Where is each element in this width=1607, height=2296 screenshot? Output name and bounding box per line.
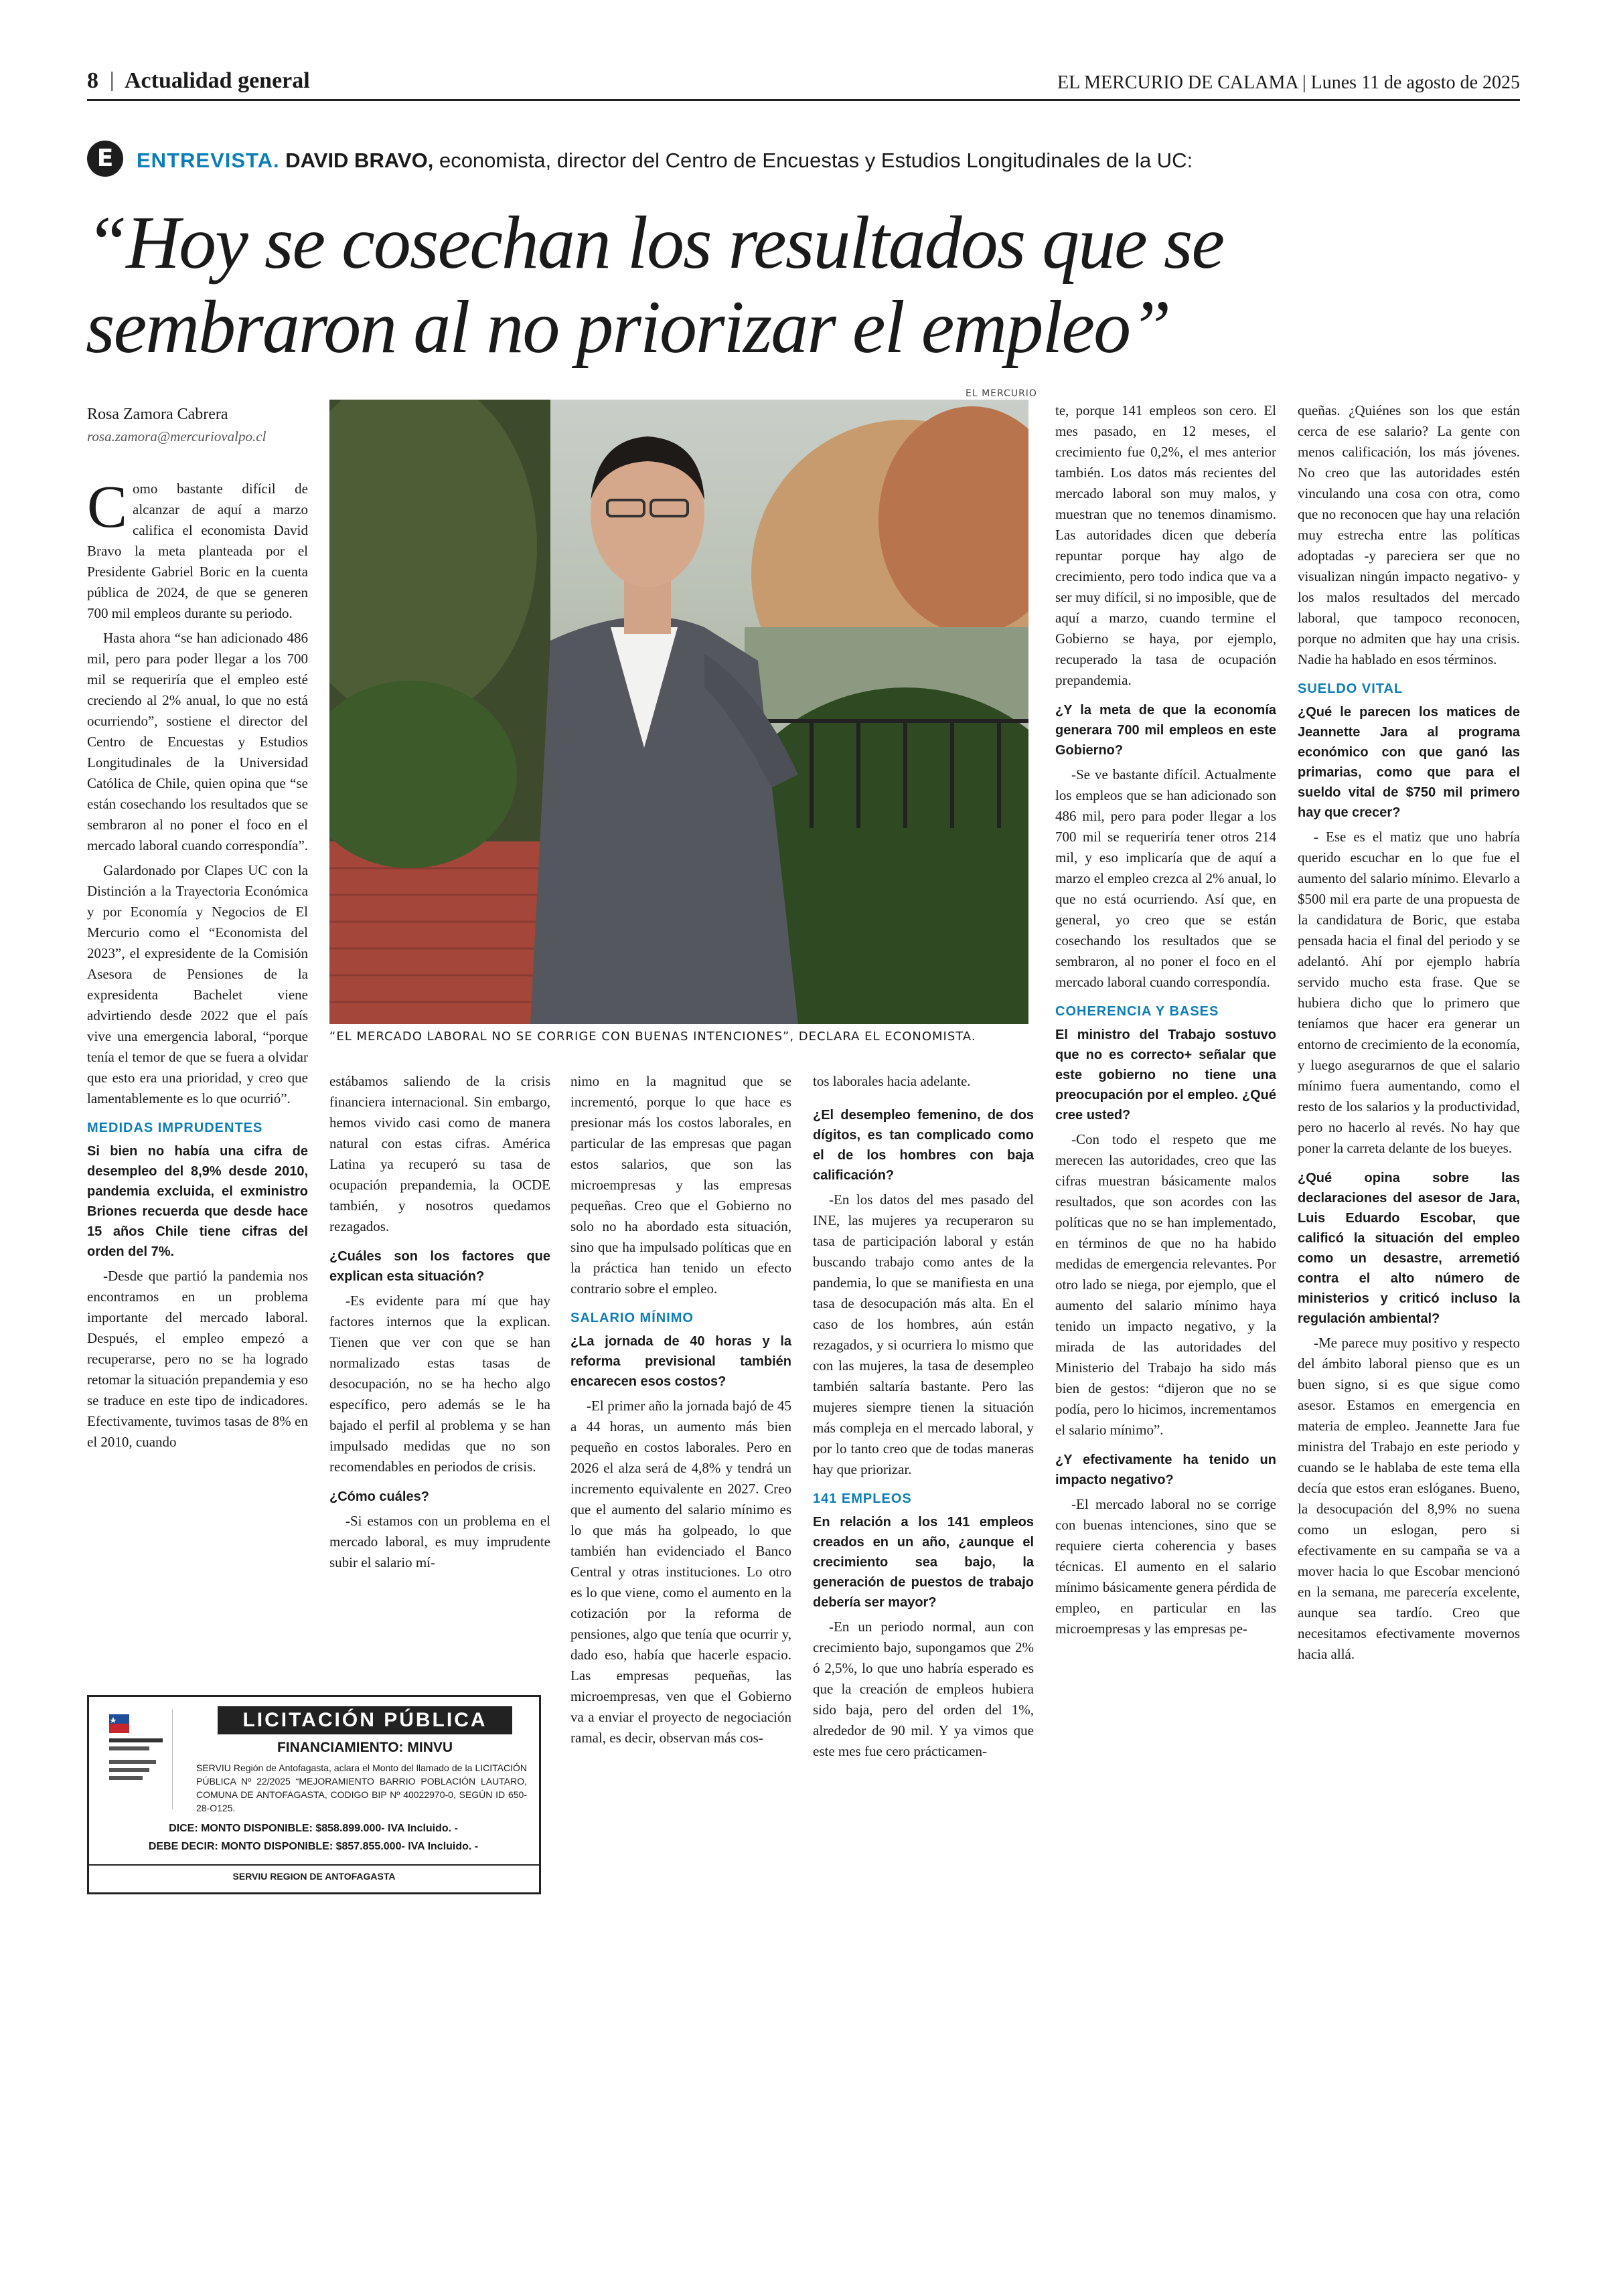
drop-cap: C [87, 474, 128, 540]
interview-question: El ministro del Trabajo sostuvo que no es correcto+ señalar que este gobierno no tiene una preocupación por el empleo. ¿Qué cree usted? [1055, 1028, 1276, 1123]
article-column-1 [87, 474, 309, 1457]
interview-question: ¿Cómo cuáles? [329, 1489, 429, 1504]
interview-question: En relación a los 141 empleos creados en un año, ¿aunque el crecimiento sea bajo, la generación de puestos de trabajo debería ser mayor? [813, 1515, 1034, 1610]
article-kicker [87, 141, 1520, 181]
subheading: 141 EMPLEOS [813, 1491, 912, 1506]
running-header [87, 66, 1520, 101]
paragraph: - Ese es el matiz que uno habría querido escuchar en lo que fue el aumento del salario mínimo. Elevarlo a $500 mil era parte de una propuesta de la candidatura de Boric, que estaba pensada hacia el final del periodo y se adelantó. Ahí por ejemplo habría servido mucho esta frase. Que se hubiera dicho que lo primero que teníamos que hacer era generar un entorno de crecimiento de la economía, y luego asegurarnos de que el salario mínimo fuera aumentando, como el resto de los salarios y la productividad, pero no hacerlo al revés. No hay que poner la carreta delante de los bueyes. [1298, 829, 1520, 1156]
kicker-line [137, 149, 1193, 173]
ad-footer: SERVIU REGION DE ANTOFAGASTA [89, 1864, 539, 1882]
paragraph: -Se ve bastante difícil. Actualmente los empleos que se han adicionado son 486 mil, pero para poder llegar a los 700 mil se requeriría tener otros 214 mil, y eso implicaría que de aquí a marzo el empleo crezca al 2% anual, lo que no está ocurriendo. Así que, en general, yo creo que se están cosechando los resultados que se sembraron, al no poner el foco en el mercado laboral cuando correspondía. [1055, 766, 1276, 990]
paragraph: -Desde que partió la pandemia nos encontramos en un problema importante del mercado laboral. Después, el empleo empezó a recuperarse, pero no se ha logrado retomar la situación prepandemia y eso se traduce en este tipo de indicadores. Efectivamente, tuvimos tasas de 8% en el 2010, cuando [87, 1268, 308, 1450]
interview-question: ¿El desempleo femenino, de dos dígitos, es tan complicado como el de los hombres con baja calificación? [813, 1108, 1034, 1183]
publication-date: EL MERCURIO DE CALAMA | Lunes 11 de agosto de 2025 [1057, 72, 1520, 93]
subheading: MEDIDAS IMPRUDENTES [87, 1121, 263, 1135]
ad-says-line: DICE: MONTO DISPONIBLE: $858.899.000- IVA Incluido. - [169, 1823, 458, 1834]
ad-body: SERVIU Región de Antofagasta, aclara el Monto del llamado de la LICITACIÓN PÚBLICA Nº 22/2025 “MEJORAMIENTO BARRIO POBLACIÓN LAUTARO, COMUNA DE ANTOFAGASTA, CODIGO BIP Nº 40022970-0, SEGÚN ID 650-28-O125. [196, 1762, 527, 1813]
author-email: rosa.zamora@mercuriovalpo.cl [87, 428, 266, 444]
paragraph: Galardonado por Clapes UC con la Distinción a la Trayectoria Económica y por Economía y Negocios de El Mercurio como el “Economista del 2023”, el expresidente de la Comisión Asesora de Pensiones de la expresidenta Bachelet viene advirtiendo desde 2022 que el país vive una emergencia laboral, “porque tenía el temor de que se fuera a olvidar que esto era una prioridad, y creo que lamentablemente es lo que ocurrió”. [87, 862, 308, 1106]
section-title: Actualidad general [125, 68, 310, 93]
interviewee-description: economista, director del Centro de Encuestas y Estudios Longitudinales de la UC: [439, 149, 1193, 172]
ad-should-say-line: DEBE DECIR: MONTO DISPONIBLE: $857.855.000- IVA Incluido. - [148, 1841, 479, 1852]
paragraph: -Me parece muy positivo y respecto del ámbito laboral pienso que es un buen signo, si es que sigue como asesor. Estamos en emergencia en materia de empleo. Jeannette Jara fue ministra del Trabajo en este periodo y cuando se le hablaba de este tema ella decía que estos eran eslóganes. Bueno, la desocupación del 8,9% no suena como un eslogan, pero si efectivamente en su campaña se va a mover hacia lo que Escobar mencionó en la semana, me parecería excelente, aunque sea tardío. Creo que necesitamos efectivamente movernos hacia allá. [1298, 1335, 1520, 1662]
paragraph: te, porque 141 empleos son cero. El mes pasado, en 12 meses, el crecimiento fue 0,2%, el mes anterior también. Los datos más recientes del mercado laboral son muy malos, y muestran que no tenemos dinamismo. Las autoridades dicen que debería repuntar porque hay algo de crecimiento, pero todo indica que va a ser muy difícil, si no imposible, que de aquí a marzo, cuando termine el Gobierno se haya, por ejemplo, recuperado la tasa de ocupación prepandemia. [1055, 402, 1276, 688]
paragraph: queñas. ¿Quiénes son los que están cerca de ese salario? La gente con menos calificación, los más jóvenes. No creo que las autoridades estén vinculando una cosa con otra, como que no reconocen que hay una relación muy estrecha entre las políticas adoptadas -y pareciera ser que no visualizan ningún impacto negativo- y los malos resultados del mercado laboral, que tampoco reconocen, porque no admiten que hay una crisis. Nadie ha hablado en esos términos. [1298, 402, 1520, 667]
article-column-4 [813, 1071, 1034, 1766]
paragraph: estábamos saliendo de la crisis financiera internacional. Sin embargo, hemos vivido casi como de manera natural con estas cifras. América Latina ya recuperó su tasa de ocupación prepandemia, la OCDE también, y nosotros quedamos rezagados. [329, 1073, 550, 1234]
ad-title: LICITACIÓN PÚBLICA [218, 1706, 512, 1734]
author-name: Rosa Zamora Cabrera [87, 406, 228, 423]
interview-question: ¿Cuáles son los factores que explican esta situación? [329, 1249, 550, 1284]
interviewee-photo [329, 400, 1028, 1024]
paragraph: -El mercado laboral no se corrige con buenas intenciones, sino que se requiere cierta coherencia y bases técnicas. El aumento en el salario mínimo básicamente genera pérdida de empleo, en particular en las microempresas y las empresas pe- [1055, 1496, 1276, 1637]
paragraph: omo bastante difícil de alcanzar de aquí a marzo califica el economista David Bravo la meta planteada por el Presidente Gabriel Boric en la cuenta pública de 2024, de que se generen 700 mil empleos durante su periodo. [87, 481, 308, 621]
interview-question: ¿Y efectivamente ha tenido un impacto negativo? [1055, 1453, 1276, 1487]
ad-subtitle: FINANCIAMIENTO: MINVU [277, 1740, 453, 1755]
interviewee-name: DAVID BRAVO, [285, 149, 434, 172]
photo-caption: “EL MERCADO LABORAL NO SE CORRIGE CON BUENAS INTENCIONES”, DECLARA EL ECONOMISTA. [329, 1030, 976, 1044]
kicker-label: ENTREVISTA. [137, 149, 280, 172]
paragraph: -En un periodo normal, aun con crecimiento bajo, supongamos que 2% ó 2,5%, lo que uno habría esperado es que la creación de empleos hubiera sido baja, pero del orden del 1%, alrededor de 90 mil. Y ya vimos que este mes fue cero prácticamen- [813, 1619, 1034, 1759]
subheading: COHERENCIA Y BASES [1055, 1004, 1219, 1019]
paragraph: -Es evidente para mí que hay factores internos que la explican. Tienen que ver con que se han normalizado estas tasas de desocupación, no se ha hecho algo específico, pero además se le ha bajado el perfil al problema y se han impulsado medidas que no son recomendables en periodos de crisis. [329, 1293, 550, 1475]
interview-question: ¿La jornada de 40 horas y la reforma previsional también encarecen esos costos? [570, 1334, 791, 1389]
paragraph: Hasta ahora “se han adicionado 486 mil, pero para poder llegar a los 700 mil se requeriría que el empleo esté creciendo al 2% anual, lo que no está ocurriendo”, sostiene el director del Centro de Encuestas y Estudios Longitudinales de la Universidad Católica de Chile, quien opina que “se están cosechando los resultados que se sembraron al no poner el foco en el mercado laboral cuando correspondía”. [87, 630, 309, 853]
page-number: 8 [87, 68, 98, 93]
article-column-2 [329, 1071, 550, 1577]
header-divider: | [110, 67, 114, 91]
photo-credit: EL MERCURIO [966, 388, 1037, 399]
article-column-3 [570, 1071, 791, 1752]
interview-badge: E [87, 141, 123, 177]
serviu-logo [102, 1709, 173, 1809]
headline-line-2: sembraron al no priorizar el empleo” [86, 286, 1170, 369]
paragraph: -En los datos del mes pasado del INE, las mujeres ya recuperaron su tasa de participación laboral y están buscando trabajo como antes de la pandemia, lo que se manifiesta en una tasa de desocupación más alta. En el caso de los hombres, aún están rezagados, y si ocurriera lo mismo que con las mujeres, la tasa de desempleo también saltaría bastante. Pero las mujeres siempre tienen la situación más compleja en el mercado laboral, y por lo tanto creo que de todas maneras hay que priorizar. [813, 1192, 1034, 1477]
paragraph: tos laborales hacia adelante. [813, 1073, 971, 1089]
interview-question: ¿Y la meta de que la economía generara 700 mil empleos en este Gobierno? [1055, 703, 1276, 758]
headline [86, 201, 1532, 370]
article-column-5 [1055, 400, 1276, 1643]
headline-line-1: “Hoy se cosechan los resultados que se [86, 201, 1224, 284]
article-column-6 [1298, 400, 1520, 1669]
paragraph: nimo en la magnitud que se incrementó, porque lo que hace es presionar más los costos laborales, en particular de las empresas que pagan estos salarios, que son las microempresas y las empresas pequeñas. Creo que el Gobierno no solo no ha abordado esta situación, sino que ha impulsado políticas que en la práctica han tenido un efecto contrario sobre el empleo. [570, 1073, 791, 1297]
paragraph: -Si estamos con un problema en el mercado laboral, es muy imprudente subir el salario mí- [329, 1513, 550, 1570]
interview-question: ¿Qué le parecen los matices de Jeannette Jara al programa económico con que ganó las primarias, como que para el sueldo vital de $750 mil primero hay que crecer? [1298, 705, 1520, 820]
paragraph: -El primer año la jornada bajó de 45 a 44 horas, un aumento más bien pequeño en costos laborales. Pero en 2026 el alza será de 4,8% y tendrá un incremento equivalente en 2027. Creo que el aumento del salario mínimo es lo que más ha golpeado, lo que también han evidenciado el Banco Central y otras instituciones. Lo otro es lo que viene, como el aumento en la cotización por la reforma de pensiones, algo que tenía que ocurrir y, dado eso, había que hacerle espacio. Las empresas pequeñas, las microempresas, ven que el Gobierno va a enviar el proyecto de negociación ramal, es decir, observan más cos- [570, 1398, 791, 1746]
interview-question: ¿Qué opina sobre las declaraciones del asesor de Jara, Luis Eduardo Escobar, que calificó la situación del empleo como un desastre, arremetió contra el alto número de ministerios y criticó incluso la regulación ambiental? [1298, 1171, 1520, 1326]
public-tender-ad [87, 1695, 541, 1894]
subheading: SUELDO VITAL [1298, 681, 1403, 696]
subheading: SALARIO MÍNIMO [570, 1311, 694, 1325]
interview-question: Si bien no había una cifra de desempleo del 8,9% desde 2010, pandemia excluida, el exministro Briones recuerda que desde hace 15 años Chile tiene cifras del orden del 7%. [87, 1144, 308, 1259]
photo-illustration [329, 400, 1028, 1024]
government-logo-icon [102, 1709, 172, 1809]
paragraph: -Con todo el respeto que me merecen las autoridades, creo que las cifras muestran básicamente malos resultados, que son acordes con las políticas que no se han implementado, en términos de que no ha habido medidas de emergencia relevantes. Por otro lado se niega, por ejemplo, que el aumento del salario mínimo haya tenido un impacto negativo, y la mirada de las autoridades del Ministerio del Trabajo ha sido más bien de gestos: “dijeron que no se podía, pero lo hicimos, incrementamos el salario mínimo”. [1055, 1131, 1276, 1438]
